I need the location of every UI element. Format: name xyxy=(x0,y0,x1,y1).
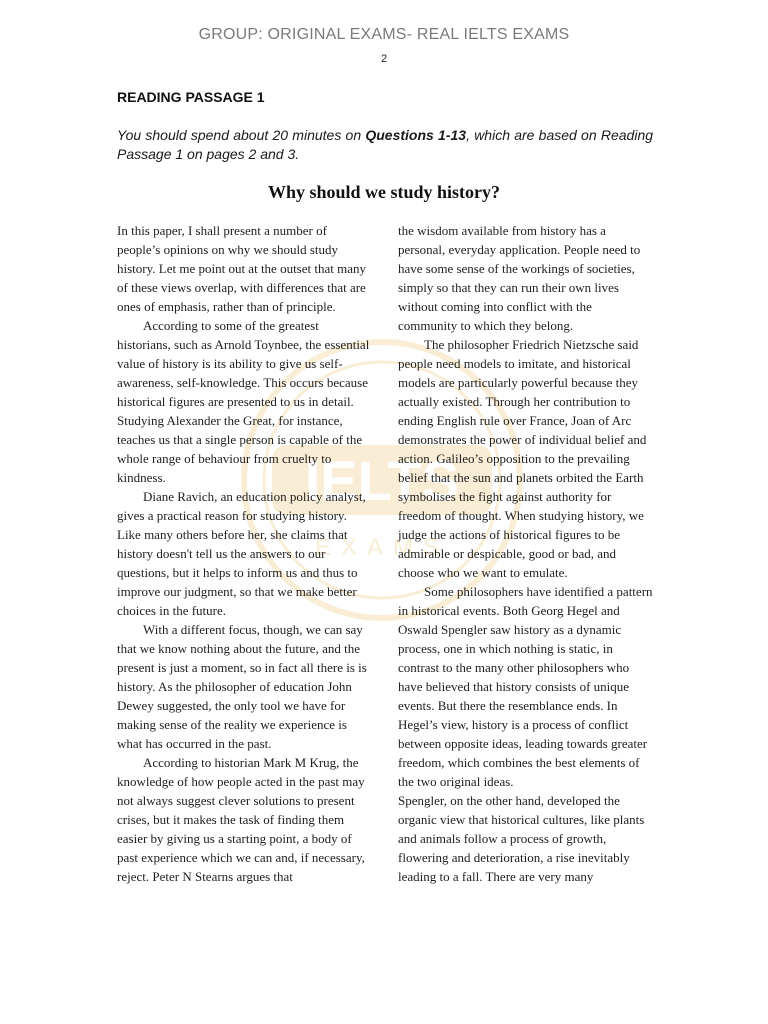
passage-title: Why should we study history? xyxy=(267,182,501,202)
instructions xyxy=(117,126,653,164)
paragraph: Spengler, on the other hand, developed the organic view that historical cultures, like plants and animals follow a process of growth, flowering and deterioration, a rise inevitably leading to a fall. There are very many xyxy=(398,793,645,884)
passage-right-column xyxy=(398,221,654,886)
section-title: READING PASSAGE 1 xyxy=(117,89,265,105)
paragraph: With a different focus, though, we can say that we know nothing about the future, and the present is just a moment, so in fact all there is is history. As the philosopher of education John Dewey suggested, the only tool we have for making sense of the reality we experience is what has occurred in the past. xyxy=(117,622,367,751)
instructions-pre: You should spend about 20 minutes on xyxy=(117,127,366,143)
instructions-post: , which are based on Reading Passage 1 on pages 2 and 3. xyxy=(117,127,654,162)
page-number: 2 xyxy=(380,53,388,65)
group-header: GROUP: ORIGINAL EXAMS- REAL IELTS EXAMS xyxy=(198,26,570,43)
instructions-questions: Questions 1-13 xyxy=(365,127,467,143)
paragraph: In this paper, I shall present a number of people’s opinions on why we should study history. Let me point out at the outset that many of these views overlap, with differences that are ones of emphasis, rather than of principle. xyxy=(117,223,366,314)
paragraph: the wisdom available from history has a personal, everyday application. People need to have some sense of the workings of societies, simply so that they can run their own lives without coming into conflict with the community to which they belong. xyxy=(398,223,641,333)
paragraph: According to some of the greatest historians, such as Arnold Toynbee, the essential value of history is its ability to give us self-awareness, self-knowledge. This occurs because historical figures are presented to us in detail. Studying Alexander the Great, for instance, teaches us that a single person is capable of the whole range of behaviour from cruelty to kindness. xyxy=(117,318,370,485)
paragraph: According to historian Mark M Krug, the knowledge of how people acted in the past may not always suggest clever solutions to present crises, but it makes the task of finding them easier by giving us a starting point, a body of past experience which we can and, if necessary, reject. Peter N Stearns argues that xyxy=(117,755,365,884)
watermark-text: IELTS xyxy=(304,449,460,512)
paragraph: The philosopher Friedrich Nietzsche said people need models to imitate, and historical models are particularly powerful because they actually existed. Through her contribution to ending English rule over France, Joan of Arc demonstrates the power of individual belief and action. Galileo’s opposition to the prevailing belief that the sun and planets orbited the Earth symbolises the fight against authority for freedom of thought. When studying history, we judge the actions of historical figures to be admirable or despicable, good or bad, and choose who we want to emulate. xyxy=(398,337,647,580)
paragraph: Diane Ravich, an education policy analyst, gives a practical reason for studying history. Like many others before her, she claims that history doesn't tell us the answers to our questions, but it helps to inform us and thus to improve our judgment, so that we make better choices in the future. xyxy=(117,489,366,618)
passage-left-column xyxy=(117,221,373,886)
paragraph: Some philosophers have identified a pattern in historical events. Both Georg Hegel and Oswald Spengler saw history as a dynamic process, one in which nothing is static, in contrast to the many other philosophers who have believed that history consists of unique events. But there the resemblance ends. In Hegel’s view, history is a process of conflict between opposite ideas, leading towards greater freedom, which combines the best elements of the two original ideas. xyxy=(398,584,653,789)
watermark-subtext: EXAMS xyxy=(314,534,450,561)
